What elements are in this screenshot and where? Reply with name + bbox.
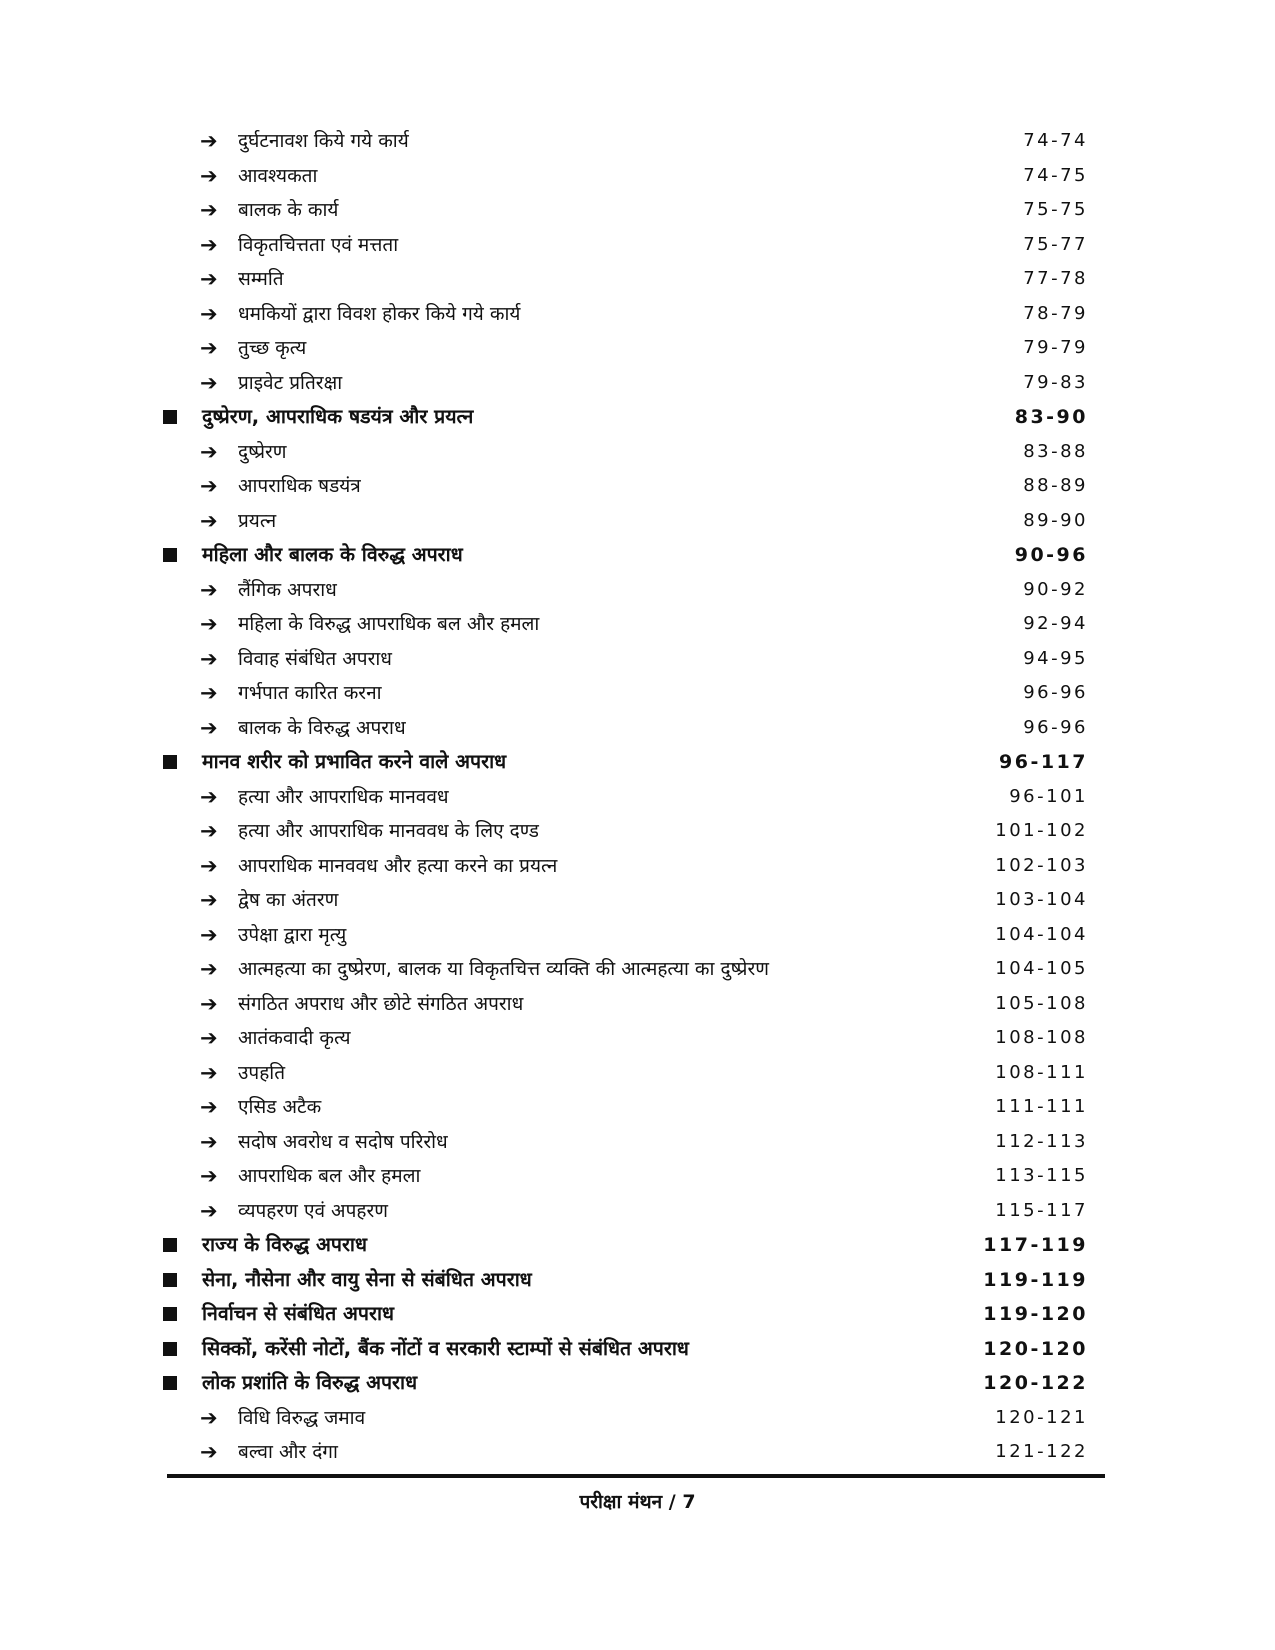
toc-page-range: 120-122: [983, 1372, 1088, 1394]
toc-entry-title: धमकियों द्वारा विवश होकर किये गये कार्य: [238, 302, 521, 325]
toc-page-range: 96-117: [999, 751, 1088, 773]
toc-entry-title: बालक के विरुद्ध अपराध: [238, 716, 406, 739]
square-bullet-shape: [163, 1342, 177, 1356]
toc-page-range: 103-104: [995, 889, 1088, 910]
arrow-right-icon: ➔: [200, 1405, 218, 1430]
square-bullet-shape: [163, 1376, 177, 1390]
arrow-right-icon: ➔: [200, 1198, 218, 1223]
toc-entry-title: आपराधिक बल और हमला: [238, 1165, 421, 1187]
toc-page-range: 104-104: [995, 923, 1088, 945]
arrow-right-icon: ➔: [200, 1095, 218, 1119]
arrow-right-icon: ➔: [200, 439, 218, 464]
toc-entry-title: विधि विरुद्ध जमाव: [238, 1406, 366, 1429]
toc-entry-title: हत्या और आपराधिक मानववध: [238, 785, 449, 808]
square-bullet-icon: [163, 1263, 177, 1298]
toc-page-range: 117-119: [983, 1234, 1088, 1256]
toc-subsection-row: [0, 573, 1275, 608]
arrow-right-icon: ➔: [200, 922, 218, 947]
toc-subsection-row: [0, 1021, 1275, 1056]
toc-subsection-row: [0, 918, 1275, 953]
toc-page-range: 92-94: [1023, 613, 1088, 634]
toc-page-range: 108-111: [995, 1061, 1088, 1083]
square-bullet-shape: [163, 1307, 177, 1321]
arrow-right-icon: ➔: [200, 1129, 218, 1154]
toc-page-range: 94-95: [1023, 647, 1088, 669]
toc-page-range: 108-108: [995, 1027, 1088, 1048]
toc-subsection-row: [0, 1125, 1275, 1160]
table-of-contents: [0, 124, 1275, 1470]
toc-subsection-row: [0, 711, 1275, 746]
toc-entry-title: महिला और बालक के विरुद्ध अपराध: [202, 543, 463, 566]
toc-entry-title: प्रयत्न: [238, 509, 277, 532]
arrow-right-icon: ➔: [200, 819, 218, 843]
toc-page-range: 101-102: [995, 820, 1088, 841]
square-bullet-shape: [163, 1238, 177, 1252]
toc-entry-title: बल्वा और दंगा: [238, 1441, 338, 1463]
arrow-right-icon: ➔: [200, 336, 218, 360]
toc-page-range: 78-79: [1023, 302, 1088, 324]
toc-page-range: 74-74: [1023, 130, 1088, 151]
toc-subsection-row: [0, 952, 1275, 987]
toc-page-range: 96-96: [1023, 682, 1088, 703]
toc-section-row: [0, 1297, 1275, 1332]
arrow-right-icon: ➔: [200, 1026, 218, 1050]
toc-entry-title: व्यपहरण एवं अपहरण: [238, 1199, 388, 1222]
toc-subsection-row: [0, 1159, 1275, 1194]
toc-subsection-row: [0, 987, 1275, 1022]
toc-section-row: [0, 1332, 1275, 1367]
toc-entry-title: लैंगिक अपराध: [238, 578, 337, 601]
toc-subsection-row: [0, 1401, 1275, 1436]
page-footer: परीक्षा मंथन / 7: [579, 1491, 696, 1513]
toc-subsection-row: [0, 849, 1275, 884]
square-bullet-shape: [163, 548, 177, 562]
arrow-right-icon: ➔: [200, 267, 218, 291]
arrow-right-icon: ➔: [200, 646, 218, 671]
toc-entry-title: मानव शरीर को प्रभावित करने वाले अपराध: [202, 750, 507, 773]
toc-page-range: 79-83: [1023, 371, 1088, 393]
toc-page-range: 83-90: [1014, 406, 1088, 428]
toc-entry-title: द्वेष का अंतरण: [238, 889, 339, 911]
square-bullet-shape: [163, 755, 177, 769]
toc-subsection-row: [0, 1090, 1275, 1125]
arrow-right-icon: ➔: [200, 612, 218, 636]
square-bullet-icon: [163, 1228, 177, 1263]
toc-entry-title: महिला के विरुद्ध आपराधिक बल और हमला: [238, 613, 540, 635]
arrow-right-icon: ➔: [200, 577, 218, 602]
square-bullet-icon: [163, 1366, 177, 1401]
toc-subsection-row: [0, 193, 1275, 228]
toc-subsection-row: [0, 262, 1275, 297]
arrow-right-icon: ➔: [200, 888, 218, 912]
toc-entry-title: दुष्प्रेरण: [238, 440, 287, 463]
toc-entry-title: तुच्छ कृत्य: [238, 337, 307, 359]
toc-page-range: 75-77: [1023, 233, 1088, 255]
arrow-right-icon: ➔: [200, 1164, 218, 1188]
toc-page-range: 75-75: [1023, 199, 1088, 220]
toc-entry-title: आतंकवादी कृत्य: [238, 1027, 351, 1049]
toc-page-range: 77-78: [1023, 268, 1088, 289]
toc-page-range: 74-75: [1023, 164, 1088, 186]
toc-section-row: [0, 745, 1275, 780]
toc-page-range: 88-89: [1023, 475, 1088, 496]
square-bullet-icon: [163, 1297, 177, 1332]
toc-section-row: [0, 1366, 1275, 1401]
square-bullet-icon: [163, 745, 177, 780]
toc-entry-title: उपेक्षा द्वारा मृत्यु: [238, 923, 347, 946]
toc-entry-title: गर्भपात कारित करना: [238, 682, 382, 704]
toc-subsection-row: [0, 883, 1275, 918]
arrow-right-icon: ➔: [200, 301, 218, 326]
toc-entry-title: आवश्यकता: [238, 164, 318, 187]
footer-rule: [167, 1474, 1105, 1478]
toc-subsection-row: [0, 297, 1275, 332]
toc-subsection-row: [0, 780, 1275, 815]
arrow-right-icon: ➔: [200, 1440, 218, 1464]
toc-entry-title: आपराधिक षडयंत्र: [238, 475, 361, 497]
arrow-right-icon: ➔: [200, 853, 218, 878]
arrow-right-icon: ➔: [200, 232, 218, 257]
toc-page-range: 96-101: [1009, 785, 1088, 807]
arrow-right-icon: ➔: [200, 957, 218, 981]
toc-page-range: 90-92: [1023, 578, 1088, 600]
arrow-right-icon: ➔: [200, 1060, 218, 1085]
toc-subsection-row: [0, 159, 1275, 194]
toc-page-range: 113-115: [995, 1165, 1088, 1186]
square-bullet-icon: [163, 1332, 177, 1367]
toc-page-range: 119-120: [983, 1303, 1088, 1325]
toc-subsection-row: [0, 607, 1275, 642]
arrow-right-icon: ➔: [200, 129, 218, 153]
toc-subsection-row: [0, 124, 1275, 159]
toc-entry-title: सिक्कों, करेंसी नोटों, बैंक नोंटों व सरकारी स्टाम्पों से संबंधित अपराध: [202, 1336, 689, 1360]
toc-page-range: 121-122: [995, 1441, 1088, 1462]
toc-entry-title: दुर्घटनावश किये गये कार्य: [238, 130, 409, 152]
toc-page-range: 96-96: [1023, 716, 1088, 738]
toc-section-row: [0, 1263, 1275, 1298]
toc-page-range: 120-121: [995, 1406, 1088, 1428]
toc-entry-title: आत्महत्या का दुष्प्रेरण, बालक या विकृतचित्त व्यक्ति की आत्महत्या का दुष्प्रेरण: [238, 958, 770, 980]
toc-entry-title: विकृतचित्तता एवं मत्तता: [238, 233, 399, 256]
toc-entry-title: बालक के कार्य: [238, 199, 339, 221]
square-bullet-shape: [163, 1273, 177, 1287]
arrow-right-icon: ➔: [200, 474, 218, 498]
toc-subsection-row: [0, 469, 1275, 504]
toc-subsection-row: [0, 331, 1275, 366]
toc-entry-title: संगठित अपराध और छोटे संगठित अपराध: [238, 992, 524, 1015]
arrow-right-icon: ➔: [200, 715, 218, 740]
arrow-right-icon: ➔: [200, 198, 218, 222]
toc-entry-title: राज्य के विरुद्ध अपराध: [202, 1233, 367, 1256]
toc-entry-title: सेना, नौसेना और वायु सेना से संबंधित अपराध: [202, 1267, 532, 1291]
toc-entry-title: एसिड अटैक: [238, 1096, 322, 1118]
toc-entry-title: सम्मति: [238, 268, 284, 290]
toc-entry-title: प्राइवेट प्रतिरक्षा: [238, 371, 343, 394]
toc-entry-title: उपहति: [238, 1061, 286, 1084]
toc-page-range: 102-103: [995, 854, 1088, 876]
toc-page-range: 115-117: [995, 1199, 1088, 1221]
toc-page-range: 112-113: [995, 1130, 1088, 1152]
toc-page-range: 90-96: [1014, 544, 1088, 566]
toc-page-range: 79-79: [1023, 337, 1088, 358]
arrow-right-icon: ➔: [200, 163, 218, 188]
toc-subsection-row: [0, 642, 1275, 677]
toc-subsection-row: [0, 435, 1275, 470]
toc-entry-title: हत्या और आपराधिक मानववध के लिए दण्ड: [238, 820, 539, 842]
arrow-right-icon: ➔: [200, 370, 218, 395]
toc-entry-title: सदोष अवरोध व सदोष परिरोध: [238, 1130, 448, 1153]
toc-subsection-row: [0, 814, 1275, 849]
arrow-right-icon: ➔: [200, 991, 218, 1016]
toc-entry-title: विवाह संबंधित अपराध: [238, 647, 392, 670]
toc-page-range: 104-105: [995, 958, 1088, 979]
toc-section-row: [0, 1228, 1275, 1263]
toc-subsection-row: [0, 1435, 1275, 1470]
arrow-right-icon: ➔: [200, 508, 218, 533]
toc-entry-title: निर्वाचन से संबंधित अपराध: [202, 1302, 394, 1325]
toc-page-range: 119-119: [983, 1268, 1088, 1291]
toc-entry-title: आपराधिक मानववध और हत्या करने का प्रयत्न: [238, 854, 558, 877]
arrow-right-icon: ➔: [200, 784, 218, 809]
toc-subsection-row: [0, 366, 1275, 401]
toc-entry-title: दुष्प्रेरण, आपराधिक षडयंत्र और प्रयत्न: [202, 405, 474, 428]
square-bullet-icon: [163, 538, 177, 573]
toc-subsection-row: [0, 676, 1275, 711]
toc-page-range: 120-120: [983, 1337, 1088, 1360]
toc-section-row: [0, 538, 1275, 573]
toc-subsection-row: [0, 228, 1275, 263]
toc-section-row: [0, 400, 1275, 435]
toc-page-range: 105-108: [995, 992, 1088, 1014]
toc-page-range: 111-111: [995, 1096, 1088, 1117]
toc-page-range: 89-90: [1023, 509, 1088, 531]
toc-page-range: 83-88: [1023, 440, 1088, 462]
toc-entry-title: लोक प्रशांति के विरुद्ध अपराध: [202, 1371, 418, 1394]
toc-subsection-row: [0, 1056, 1275, 1091]
arrow-right-icon: ➔: [200, 681, 218, 705]
toc-subsection-row: [0, 1194, 1275, 1229]
square-bullet-icon: [163, 400, 177, 435]
toc-subsection-row: [0, 504, 1275, 539]
square-bullet-shape: [163, 410, 177, 424]
